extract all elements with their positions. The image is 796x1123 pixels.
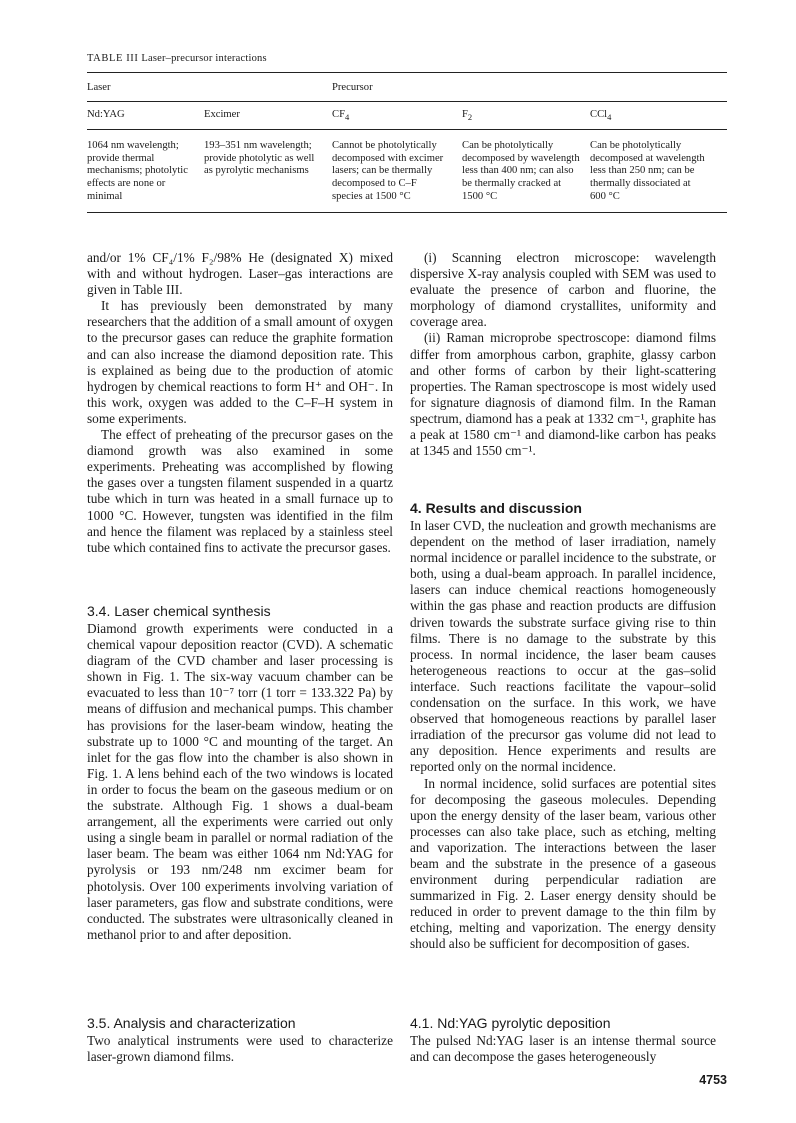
cell-ndyag: 1064 nm wavelength; provide thermal mechanisms; photolytic effects are none or minimal bbox=[87, 130, 204, 213]
group-header-laser: Laser bbox=[87, 73, 332, 102]
right-column-mid bbox=[410, 518, 716, 953]
left-column-mid bbox=[87, 621, 393, 943]
paragraph: The pulsed Nd:YAG laser is an intense thermal source and can decompose the gases heterogeneously bbox=[410, 1033, 716, 1065]
right-column-top bbox=[410, 250, 716, 459]
sub-header-f2: $F_2$ bbox=[462, 108, 473, 122]
paragraph: In laser CVD, the nucleation and growth mechanisms are dependent on the method of laser irradiation, namely normal incidence or parallel incidence to the substrate, or both, using a dual-beam approach. In parallel incidence, lasers can induce chemical reactions homogeneously within the gas phase and reaction products are diffusion driven towards the substrate surface giving rise to thin films. There is no damage to the substrate by this process. In normal incidence, the laser beam causes heterogeneous reactions to occur at the gas–solid interface. Such reactions facilitate the vapour–solid condensation on the surface. In this work, we have observed that homogeneous reactions by parallel laser irradiation of the precursor gas volume did not lead to any deposition. Hence experiments and results are reported only on the normal incidence. bbox=[410, 518, 716, 775]
table-group-header-row bbox=[87, 73, 727, 102]
left-column-bottom bbox=[87, 1033, 393, 1065]
cell-ccl4: Can be photolytically decomposed at wavelength less than 250 nm; can be thermally dissociated at 600 °C bbox=[590, 130, 727, 213]
sub-header-cf4: $CF_4$ bbox=[332, 108, 350, 122]
section-heading-3-5: 3.5. Analysis and characterization bbox=[87, 1015, 296, 1031]
cell-f2: Can be photolytically decomposed by wavelength less than 400 nm; can also be thermally cracked at 1500 °C bbox=[462, 130, 590, 213]
laser-precursor-table bbox=[87, 72, 727, 213]
paragraph: Diamond growth experiments were conducted in a chemical vapour deposition reactor (CVD). A schematic diagram of the CVD chamber and laser processing is shown in Fig. 1. The six-way vacuum chamber can be evacuated to less than 10⁻⁷ torr (1 torr = 133.322 Pa) by means of diffusion and mechanical pumps. This chamber has provisions for the laser-beam window, heating the substrate up to 1000 °C and mounting of the target. An inlet for the gas flow into the chamber is also shown in Fig. 1. A lens behind each of the two windows is located in order to focus the beam on the gaseous medium or on the substrate. Although Fig. 1 shows a dual-beam arrangement, all the experiments were carried out only using a single beam in parallel or normal radiation of the laser beam. The beam was either 1064 nm Nd:YAG for pyrolysis or 193 nm/248 nm excimer beam for photolysis. Over 100 experiments involving variation of laser parameters, gas flow and substrate conditions, were conducted. The substrates were ultrasonically cleaned in methanol prior to and after deposition. bbox=[87, 621, 393, 942]
paragraph: The effect of preheating of the precursor gases on the diamond growth was also examined in some experiments. Preheating was accomplished by flowing the gases over a tungsten filament suspended in a quartz tube which in turn was heated in a small furnace up to 1000 °C. However, tungsten was identified in the film and hence the filament was replaced by a stainless steel tube which contained fins to activate the precursor gases. bbox=[87, 427, 393, 555]
paragraph: (i) Scanning electron microscope: wavelength dispersive X-ray analysis coupled with SEM was used to evaluate the presence of carbon and fluorine, the morphology of diamond crystallites, uniformity and coverage area. bbox=[410, 250, 716, 330]
section-heading-3-4: 3.4. Laser chemical synthesis bbox=[87, 603, 271, 619]
table-caption-label: TABLE III bbox=[87, 53, 139, 64]
paragraph: (ii) Raman microprobe spectroscope: diamond films differ from amorphous carbon, graphite, glassy carbon and other forms of carbon by their light-scattering properties. The Raman spectroscope is most widely used for signature diagnosis of diamond film. In the Raman spectrum, diamond has a peak at 1332 cm⁻¹, graphite has a peak at 1580 cm⁻¹ and diamond-like carbon has peaks at 1345 and 1550 cm⁻¹. bbox=[410, 330, 716, 459]
table-body-row bbox=[87, 130, 727, 213]
left-column-top bbox=[87, 250, 393, 556]
table-sub-header-row bbox=[87, 101, 727, 130]
group-header-precursor: Precursor bbox=[332, 73, 727, 102]
section-heading-4: 4. Results and discussion bbox=[410, 500, 582, 516]
paragraph: Two analytical instruments were used to characterize laser-grown diamond films. bbox=[87, 1033, 393, 1065]
sub-header-ndyag: Nd:YAG bbox=[87, 108, 125, 120]
paragraph: It has previously been demonstrated by many researchers that the addition of a small amount of oxygen to the precursor gases can reduce the graphite formation and can also increase the diamond deposition rate. This is explained as being due to the production of atomic hydrogen by chemical reactions to form H⁺ and OH⁻. In this work, oxygen was added to the C–F–H system in some experiments. bbox=[87, 298, 393, 426]
section-heading-4-1: 4.1. Nd:YAG pyrolytic deposition bbox=[410, 1015, 611, 1031]
table-caption-text: Laser–precursor interactions bbox=[141, 53, 267, 64]
right-column-bottom bbox=[410, 1033, 716, 1065]
page-number: 4753 bbox=[699, 1073, 727, 1087]
table-caption bbox=[87, 53, 727, 64]
cell-excimer: 193–351 nm wavelength; provide photolytic as well as pyrolytic mechanisms bbox=[204, 130, 332, 213]
paragraph: In normal incidence, solid surfaces are potential sites for decomposing the gaseous molecules. Depending upon the energy density of the laser beam, various other processes can also take place, such as etching, melting and vaporization. The interactions between the laser beam and the substrate in the presence of a gaseous environment during perpendicular radiation are summarized in Fig. 2. Laser energy density should be reduced in order to prevent damage to the thin film by etching, melting and vaporization. The energy density should also be sufficient for decomposition of gases. bbox=[410, 775, 716, 952]
sub-header-excimer: Excimer bbox=[204, 108, 240, 120]
paragraph: and/or 1% CF₄/1% F₂/98% He (designated X) mixed with and without hydrogen. Laser–gas interactions are given in Table III. bbox=[87, 250, 393, 298]
sub-header-ccl4: CCl$_4$ bbox=[590, 108, 612, 122]
cell-cf4: Cannot be photolytically decomposed with excimer lasers; can be thermally decomposed to C–F species at 1500 °C bbox=[332, 130, 462, 213]
